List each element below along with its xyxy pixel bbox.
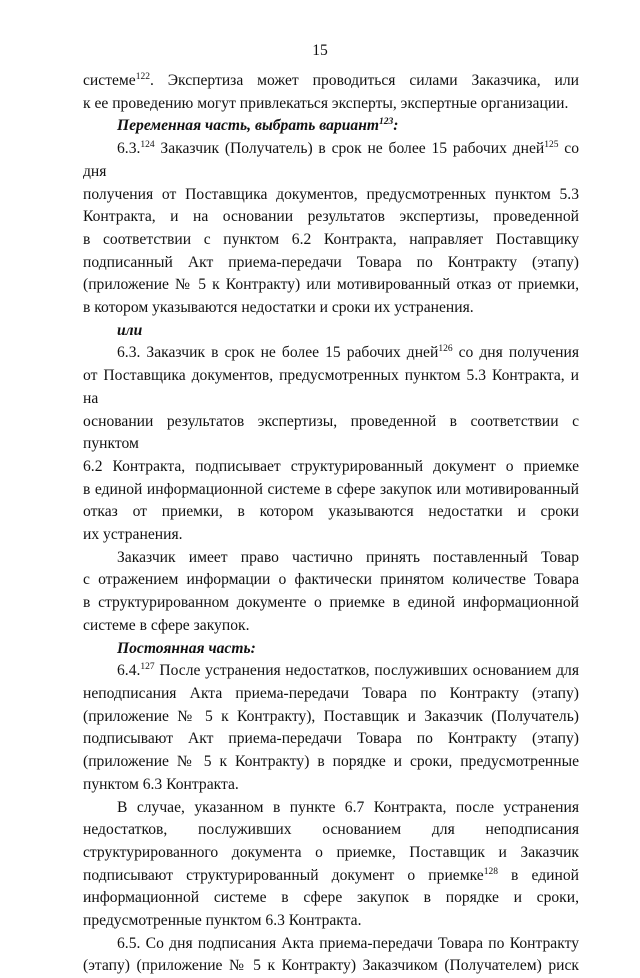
paragraph-line xyxy=(83,797,579,820)
text-run: или xyxy=(117,321,143,339)
text-run: подписанный Акт приема-передачи Товара по Контракту (этапу) xyxy=(83,253,579,271)
text-run: основании результатов экспертизы, проведенной в соответствии с пунктом xyxy=(83,412,579,453)
footnote-ref: 126 xyxy=(438,344,453,355)
paragraph-line xyxy=(83,479,579,502)
text-run: Постоянная часть: xyxy=(117,639,256,657)
text-run: 6.4. xyxy=(117,662,141,680)
paragraph-line xyxy=(83,887,579,910)
paragraph-line xyxy=(83,819,579,842)
text-run: в структурированном документе о приемке в единой информационной xyxy=(83,594,579,612)
text-run: Переменная часть, выбрать вариант xyxy=(117,117,380,135)
paragraph-line xyxy=(83,955,579,978)
text-run: 6.3. xyxy=(117,140,141,158)
text-run: недостатков, послуживших основанием для неподписания xyxy=(83,821,579,839)
paragraph-line xyxy=(83,865,579,888)
text-run: в котором указываются недостатки и сроки их устранения. xyxy=(83,299,474,317)
text-run: пунктом 6.3 Контракта. xyxy=(83,775,239,793)
paragraph-line xyxy=(83,229,579,252)
text-run: подписывают Акт приема-передачи Товара по Контракту (этапу) xyxy=(83,730,579,748)
paragraph-line xyxy=(83,524,579,547)
paragraph-line xyxy=(83,774,579,797)
text-run: системе в сфере закупок. xyxy=(83,616,250,634)
paragraph-line xyxy=(83,933,579,956)
text-run: подписывают структурированный документ о приемке xyxy=(83,866,484,884)
paragraph-line xyxy=(83,910,579,933)
paragraph-line xyxy=(83,206,579,229)
text-run: от Поставщика документов, предусмотренных пунктом 5.3 Контракта, и на xyxy=(83,367,579,407)
text-run: со дня получения xyxy=(452,344,579,362)
footnote-ref: 124 xyxy=(140,140,155,151)
text-run: системе xyxy=(83,72,136,89)
text-run: (этапу) (приложение № 5 к Контракту) Заказчиком (Получателем) риск xyxy=(83,957,579,975)
paragraph-line xyxy=(83,184,579,207)
footnote-ref: 127 xyxy=(140,662,155,673)
paragraph-line xyxy=(83,683,579,706)
text-run: Заказчик (Получатель) в срок не более 15 рабочих дней xyxy=(154,140,545,158)
paragraph-line xyxy=(83,342,579,365)
paragraph-line xyxy=(83,297,579,320)
paragraph-line xyxy=(83,660,579,683)
paragraph-line xyxy=(83,138,579,183)
paragraph-line xyxy=(83,252,579,275)
text-run: (приложение № 5 к Контракту) в порядке и сроки, предусмотренные xyxy=(83,753,579,771)
paragraph-line xyxy=(83,592,579,615)
text-run: Заказчик имеет право частично принять поставленный Товар xyxy=(117,548,579,566)
text-run: 6.5. Со дня подписания Акта приема-передачи Товара по Контракту xyxy=(117,934,579,952)
paragraph-line xyxy=(83,728,579,751)
paragraph-line xyxy=(83,365,579,410)
page-number: 15 xyxy=(312,42,328,59)
text-run: информационной системе в сфере закупок в порядке и сроки, xyxy=(83,889,579,907)
paragraph-line xyxy=(83,93,579,116)
document-body xyxy=(83,70,579,978)
text-run: со дня xyxy=(83,140,579,180)
text-run: с отражением информации о фактически принятом количестве Товара xyxy=(83,571,579,589)
paragraph-line xyxy=(83,706,579,729)
text-run: . Экспертиза может проводиться силами Заказчика, или xyxy=(149,72,579,89)
paragraph-line xyxy=(83,411,579,456)
section-heading xyxy=(83,638,579,661)
paragraph-line xyxy=(83,456,579,479)
text-run: 6.2 Контракта, подписывает структурированный документ о приемке xyxy=(83,457,579,475)
footnote-ref: 123 xyxy=(379,117,394,128)
paragraph-line xyxy=(83,501,579,524)
text-run: В случае, указанном в пункте 6.7 Контракта, после устранения xyxy=(117,798,579,816)
footnote-ref: 128 xyxy=(483,866,498,877)
text-run: предусмотренные пунктом 6.3 Контракта. xyxy=(83,912,362,930)
text-run: их устранения. xyxy=(83,526,183,544)
section-heading xyxy=(83,320,579,343)
text-run: неподписания Акта приема-передачи Товара по Контракту (этапу) xyxy=(83,684,579,702)
paragraph-line xyxy=(83,569,579,592)
text-run: 6.3. Заказчик в срок не более 15 рабочих дней xyxy=(117,344,439,362)
paragraph-line xyxy=(83,842,579,865)
text-run: : xyxy=(393,117,399,135)
paragraph-line xyxy=(83,547,579,570)
text-run: к ее проведению могут привлекаться эксперты, экспертные организации. xyxy=(83,94,569,112)
paragraph-line xyxy=(83,70,579,93)
text-run: структурированного документа о приемке, Поставщик и Заказчик xyxy=(83,843,579,861)
text-run: в единой информационной системе в сфере закупок или мотивированный xyxy=(83,480,579,498)
paragraph-line xyxy=(83,751,579,774)
text-run: отказ от приемки, в котором указываются недостатки и сроки xyxy=(83,503,579,521)
paragraph-line xyxy=(83,274,579,297)
text-run: в соответствии с пунктом 6.2 Контракта, направляет Поставщику xyxy=(83,230,579,248)
text-run: в единой xyxy=(497,866,579,884)
text-run: (приложение № 5 к Контракту), Поставщик и Заказчик (Получатель) xyxy=(83,707,579,725)
text-run: (приложение № 5 к Контракту) или мотивированный отказ от приемки, xyxy=(83,276,579,294)
section-heading xyxy=(83,115,579,138)
text-run: Контракта, и на основании результатов экспертизы, проведенной xyxy=(83,208,579,226)
footnote-ref: 122 xyxy=(135,72,150,82)
text-run: После устранения недостатков, послуживших основанием для xyxy=(154,662,579,680)
text-run: получения от Поставщика документов, предусмотренных пунктом 5.3 xyxy=(83,185,579,203)
paragraph-line xyxy=(83,615,579,638)
footnote-ref: 125 xyxy=(544,140,559,151)
